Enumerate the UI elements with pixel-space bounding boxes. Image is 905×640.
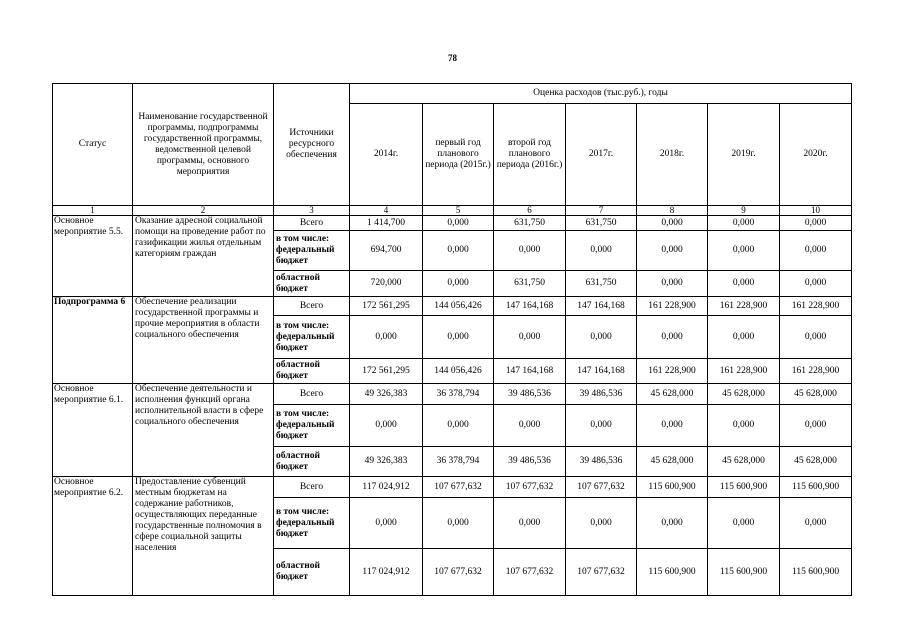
value-cell: 115 600,900: [708, 477, 780, 498]
row-status: Основное мероприятие 5.5.: [53, 216, 133, 297]
value-cell: 161 228,900: [637, 359, 708, 384]
value-cell: 115 600,900: [708, 549, 780, 596]
value-cell: 107 677,632: [494, 477, 566, 498]
row-name: Обеспечение реализации государственной программы и прочие мероприятия в области социального обеспечения: [133, 297, 274, 384]
value-cell: 161 228,900: [708, 359, 780, 384]
source-regional-label: областной бюджет: [274, 549, 350, 596]
value-cell: 0,000: [494, 405, 566, 447]
value-cell: 117 024,912: [350, 549, 423, 596]
value-cell: 36 378,794: [423, 384, 494, 405]
row-status: Подпрограмма 6: [53, 297, 133, 384]
header-year: 2020г.: [780, 104, 852, 206]
table-header: [53, 84, 852, 216]
column-number: 4: [350, 206, 423, 216]
header-expenses: Оценка расходов (тыс.руб.), годы: [350, 84, 852, 104]
value-cell: 0,000: [350, 316, 423, 359]
value-cell: 0,000: [780, 231, 852, 271]
source-total-label: Всего: [274, 216, 350, 231]
row-name: Предоставление субвенций местным бюджетам на содержание работников, осуществляющих переданные государственные полномочия в сфере социальной защиты населения: [133, 477, 274, 596]
column-number: 9: [708, 206, 780, 216]
value-cell: 0,000: [566, 231, 637, 271]
header-year: 2014г.: [350, 104, 423, 206]
value-cell: 694,700: [350, 231, 423, 271]
value-cell: 0,000: [350, 405, 423, 447]
value-cell: 0,000: [637, 405, 708, 447]
header-year: первый год планового периода (2015г.): [423, 104, 494, 206]
value-cell: 147 164,168: [494, 359, 566, 384]
value-cell: 161 228,900: [780, 359, 852, 384]
header-status: Статус: [53, 84, 133, 206]
value-cell: 39 486,536: [566, 447, 637, 477]
value-cell: 161 228,900: [637, 297, 708, 316]
value-cell: 0,000: [708, 271, 780, 297]
table-row: [53, 477, 852, 498]
value-cell: 45 628,000: [637, 447, 708, 477]
value-cell: 0,000: [780, 405, 852, 447]
value-cell: 39 486,536: [566, 384, 637, 405]
value-cell: 0,000: [494, 316, 566, 359]
value-cell: 631,750: [566, 271, 637, 297]
value-cell: 115 600,900: [637, 549, 708, 596]
table-row: [53, 384, 852, 405]
source-total-label: Всего: [274, 297, 350, 316]
row-name: Оказание адресной социальной помощи на проведение работ по газификации жилья отдельным категориям граждан: [133, 216, 274, 297]
value-cell: 107 677,632: [423, 549, 494, 596]
column-number: 3: [274, 206, 350, 216]
value-cell: 144 056,426: [423, 297, 494, 316]
header-year: 2018г.: [637, 104, 708, 206]
value-cell: 147 164,168: [494, 297, 566, 316]
value-cell: 107 677,632: [566, 477, 637, 498]
table-body: [53, 216, 852, 596]
header-year: второй год планового периода (2016г.): [494, 104, 566, 206]
column-number: 2: [133, 206, 274, 216]
column-number: 10: [780, 206, 852, 216]
value-cell: 0,000: [708, 316, 780, 359]
value-cell: 0,000: [780, 271, 852, 297]
value-cell: 0,000: [423, 405, 494, 447]
value-cell: 631,750: [494, 216, 566, 231]
value-cell: 117 024,912: [350, 477, 423, 498]
value-cell: 45 628,000: [780, 384, 852, 405]
value-cell: 45 628,000: [637, 384, 708, 405]
value-cell: 0,000: [637, 231, 708, 271]
column-number: 8: [637, 206, 708, 216]
header-year: 2019г.: [708, 104, 780, 206]
column-number: 6: [494, 206, 566, 216]
row-status: Основное мероприятие 6.2.: [53, 477, 133, 596]
value-cell: 45 628,000: [780, 447, 852, 477]
value-cell: 39 486,536: [494, 447, 566, 477]
page-number: 78: [448, 53, 457, 63]
value-cell: 161 228,900: [780, 297, 852, 316]
source-total-label: Всего: [274, 384, 350, 405]
value-cell: 49 326,383: [350, 447, 423, 477]
value-cell: 0,000: [566, 316, 637, 359]
value-cell: 45 628,000: [708, 447, 780, 477]
value-cell: 0,000: [423, 498, 494, 549]
column-number: 5: [423, 206, 494, 216]
header-sources: Источники ресурсного обеспечения: [274, 84, 350, 206]
value-cell: 0,000: [708, 498, 780, 549]
value-cell: 0,000: [637, 271, 708, 297]
value-cell: 45 628,000: [708, 384, 780, 405]
source-regional-label: областной бюджет: [274, 359, 350, 384]
value-cell: 147 164,168: [566, 359, 637, 384]
value-cell: 0,000: [350, 498, 423, 549]
source-regional-label: областной бюджет: [274, 271, 350, 297]
value-cell: 0,000: [566, 498, 637, 549]
value-cell: 0,000: [637, 216, 708, 231]
source-federal-label: в том числе: федеральный бюджет: [274, 231, 350, 271]
value-cell: 107 677,632: [494, 549, 566, 596]
value-cell: 172 561,295: [350, 359, 423, 384]
table-row: [53, 297, 852, 316]
budget-table: [52, 83, 852, 596]
value-cell: 1 414,700: [350, 216, 423, 231]
header-name: Наименование государственной программы, подпрограммы государственной программы, ведомственной целевой программы, основного мероприятия: [133, 84, 274, 206]
value-cell: 39 486,536: [494, 384, 566, 405]
column-number: 1: [53, 206, 133, 216]
source-federal-label: в том числе: федеральный бюджет: [274, 316, 350, 359]
source-regional-label: областной бюджет: [274, 447, 350, 477]
value-cell: 631,750: [566, 216, 637, 231]
value-cell: 0,000: [423, 231, 494, 271]
value-cell: 0,000: [423, 316, 494, 359]
value-cell: 0,000: [637, 316, 708, 359]
value-cell: 147 164,168: [566, 297, 637, 316]
source-federal-label: в том числе: федеральный бюджет: [274, 405, 350, 447]
value-cell: 0,000: [566, 405, 637, 447]
value-cell: 0,000: [780, 216, 852, 231]
source-total-label: Всего: [274, 477, 350, 498]
value-cell: 0,000: [423, 271, 494, 297]
value-cell: 720,000: [350, 271, 423, 297]
value-cell: 115 600,900: [780, 549, 852, 596]
value-cell: 0,000: [780, 498, 852, 549]
value-cell: 631,750: [494, 271, 566, 297]
value-cell: 0,000: [708, 216, 780, 231]
value-cell: 115 600,900: [780, 477, 852, 498]
value-cell: 0,000: [708, 405, 780, 447]
value-cell: 144 056,426: [423, 359, 494, 384]
value-cell: 0,000: [780, 316, 852, 359]
value-cell: 36 378,794: [423, 447, 494, 477]
value-cell: 0,000: [708, 231, 780, 271]
value-cell: 107 677,632: [423, 477, 494, 498]
source-federal-label: в том числе: федеральный бюджет: [274, 498, 350, 549]
value-cell: 0,000: [494, 498, 566, 549]
value-cell: 161 228,900: [708, 297, 780, 316]
header-year: 2017г.: [566, 104, 637, 206]
value-cell: 172 561,295: [350, 297, 423, 316]
value-cell: 107 677,632: [566, 549, 637, 596]
column-number: 7: [566, 206, 637, 216]
row-status: Основное мероприятие 6.1.: [53, 384, 133, 477]
value-cell: 0,000: [637, 498, 708, 549]
value-cell: 0,000: [494, 231, 566, 271]
value-cell: 49 326,383: [350, 384, 423, 405]
value-cell: 0,000: [423, 216, 494, 231]
value-cell: 115 600,900: [637, 477, 708, 498]
table-row: [53, 216, 852, 231]
row-name: Обеспечение деятельности и исполнения функций органа исполнительной власти в сфере социального обеспечения: [133, 384, 274, 477]
